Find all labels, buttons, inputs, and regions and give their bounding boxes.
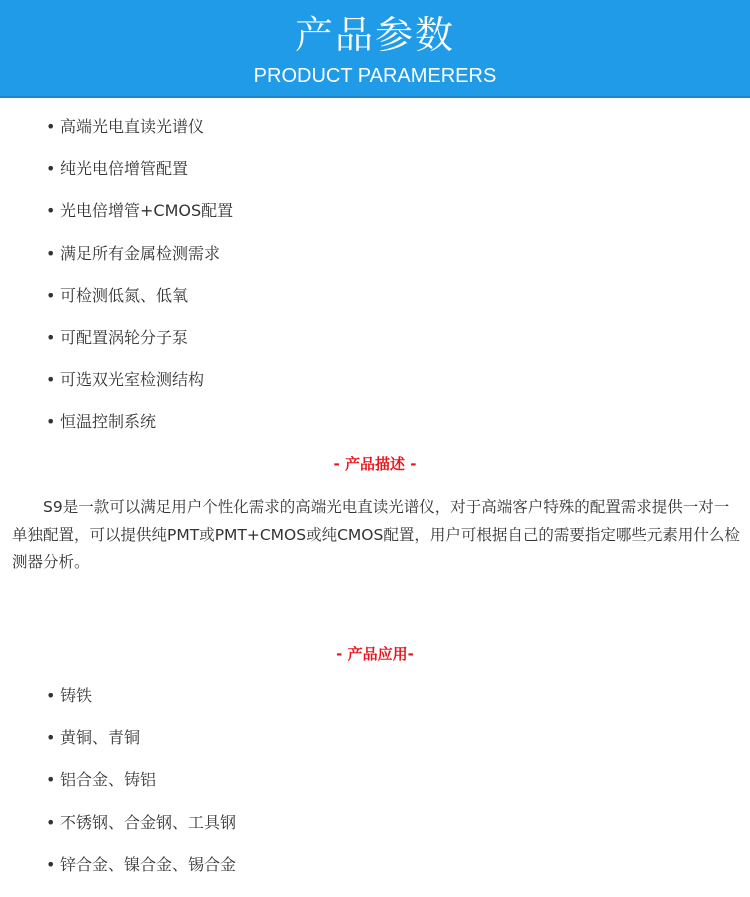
list-item [46, 412, 233, 454]
application-label: 铸铁 [60, 686, 93, 705]
feature-label: 满足所有金属检测需求 [60, 243, 221, 263]
bullet-icon: • [46, 728, 56, 748]
application-label: 黄铜、青铜 [60, 728, 141, 748]
page-subtitle: PRODUCT PARAMERERS [253, 65, 497, 87]
list-item [46, 370, 233, 412]
header-banner [0, 0, 750, 98]
application-label: 铝合金、铸铝 [60, 770, 157, 790]
list-item [46, 770, 236, 812]
bullet-icon: • [46, 201, 56, 221]
application-label: 不锈钢、合金钢、工具钢 [60, 812, 237, 832]
feature-label: 纯光电倍增管配置 [60, 159, 189, 179]
list-item [46, 328, 233, 370]
list-item [46, 813, 236, 855]
application-label: 锌合金、镍合金、锡合金 [60, 854, 237, 874]
description-heading: - 产品描述 - [333, 455, 417, 473]
bullet-icon: • [46, 285, 56, 305]
bullet-icon: • [46, 854, 56, 874]
bullet-icon: • [46, 370, 56, 390]
list-item [46, 286, 233, 328]
bullet-icon: • [46, 412, 56, 432]
bullet-icon: • [46, 686, 56, 705]
application-list [46, 686, 236, 897]
list-item [46, 159, 233, 201]
page-title: 产品参数 [294, 13, 455, 57]
list-item [46, 201, 233, 243]
description-text: S9是一款可以满足用户个性化需求的高端光电直读光谱仪，对于高端客户特殊的配置需求提供一对一单独配置，可以提供纯PMT或PMT+CMOS或纯CMOS配置，用户可根据自己的需要指定哪些元素用什么检测器分析。 [12, 498, 740, 571]
feature-label: 光电倍增管+CMOS配置 [60, 201, 234, 221]
feature-label: 可选双光室检测结构 [60, 370, 205, 390]
bullet-icon: • [46, 812, 56, 832]
list-item [46, 855, 236, 897]
feature-list [46, 117, 233, 455]
list-item [46, 117, 233, 159]
bullet-icon: • [46, 243, 56, 263]
feature-label: 高端光电直读光谱仪 [60, 117, 205, 136]
banner-divider [0, 96, 750, 98]
list-item [46, 728, 236, 770]
feature-label: 恒温控制系统 [60, 412, 157, 432]
list-item [46, 244, 233, 286]
bullet-icon: • [46, 327, 56, 347]
bullet-icon: • [46, 770, 56, 790]
applications-heading: - 产品应用- [336, 645, 414, 663]
list-item [46, 686, 236, 728]
bullet-icon: • [46, 117, 56, 136]
feature-label: 可检测低氮、低氧 [60, 285, 189, 305]
bullet-icon: • [46, 159, 56, 179]
feature-label: 可配置涡轮分子泵 [60, 327, 189, 347]
